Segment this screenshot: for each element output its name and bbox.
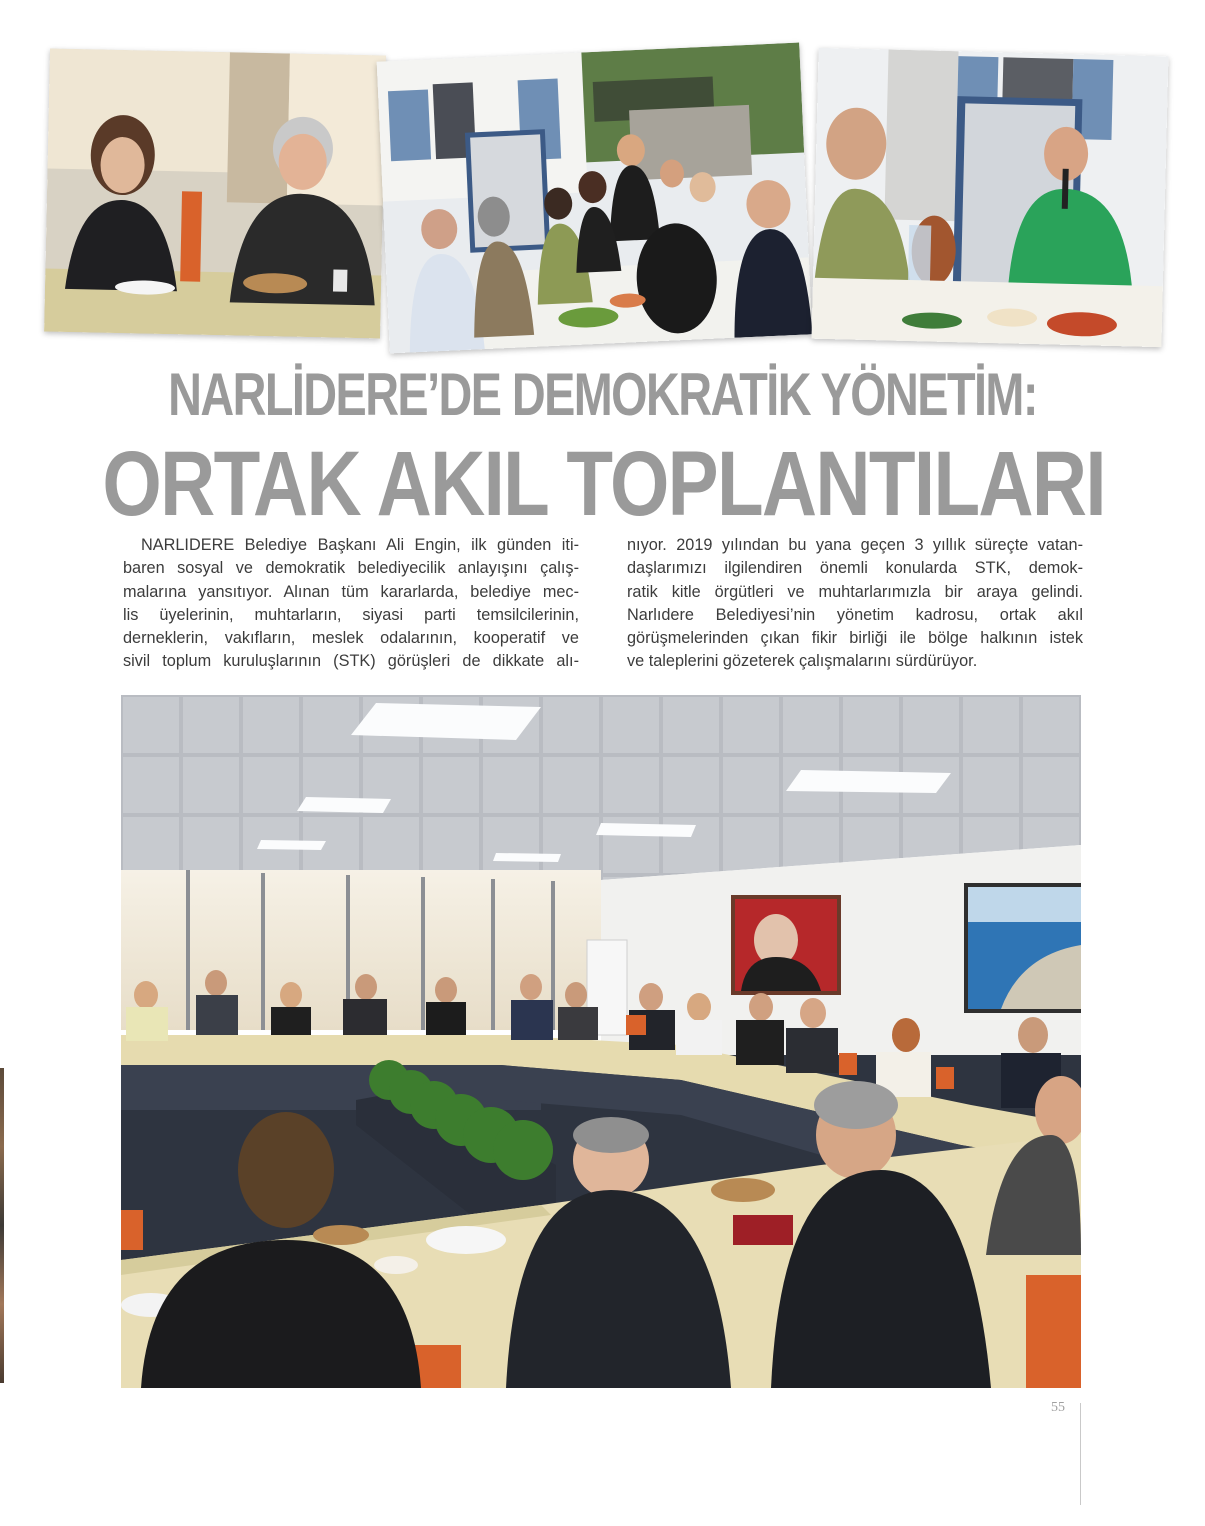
article-column-right <box>627 534 1083 674</box>
text-line: baren sosyal ve demokratik belediyecilik anlayışını çalış- <box>123 559 579 578</box>
article-column-left <box>123 534 579 674</box>
text-line: malarına yansıtıyor. Alınan tüm kararlarda, belediye mec- <box>123 582 579 601</box>
text-line: görüşmelerinden çıkan fikir birliği ile bölge halkının istek <box>627 629 1083 648</box>
text-line: nıyor. 2019 yılından bu yana geçen 3 yıllık süreçte vatan- <box>627 536 1083 554</box>
photo-meeting-room <box>121 695 1081 1388</box>
article-paragraph <box>123 534 579 674</box>
adjacent-page-photo-edge <box>0 1068 4 1383</box>
photo-outdoor-breakfast <box>377 43 813 354</box>
text-line: NARLIDERE Belediye Başkanı Ali Engin, ilk günden iti- <box>141 536 579 554</box>
photo-mayor-meeting <box>44 49 386 339</box>
page-number: 55 <box>1051 1400 1065 1415</box>
page-divider <box>1080 1403 1081 1505</box>
text-line: ve taleplerini gözeterek çalışmalarını sürdürüyor. <box>627 652 978 671</box>
text-line: Narlıdere Belediyesi’nin yönetim kadrosu, ortak akıl <box>627 605 1083 624</box>
headline-line-2: ORTAK AKIL TOPLANTILARI <box>102 433 1105 535</box>
text-line: daşlarımızı ilgilendiren önemli konularda STK, demok- <box>627 559 1083 578</box>
article-paragraph <box>627 534 1083 674</box>
text-line: lis üyelerinin, muhtarların, siyasi parti temsilcilerinin, <box>123 605 579 624</box>
headline-line-1: NARLİDERE’DE DEMOKRATİK YÖNETİM: <box>168 361 1037 428</box>
text-line: ratik kitle örgütleri ve muhtarlarımızla bir araya gelindi. <box>627 582 1083 601</box>
text-line: derneklerin, vakıfların, meslek odalarının, kooperatif ve <box>123 629 579 648</box>
photo-speaker-microphone <box>811 48 1168 347</box>
text-line: sivil toplum kuruluşlarının (STK) görüşleri de dikkate alı- <box>123 652 579 671</box>
